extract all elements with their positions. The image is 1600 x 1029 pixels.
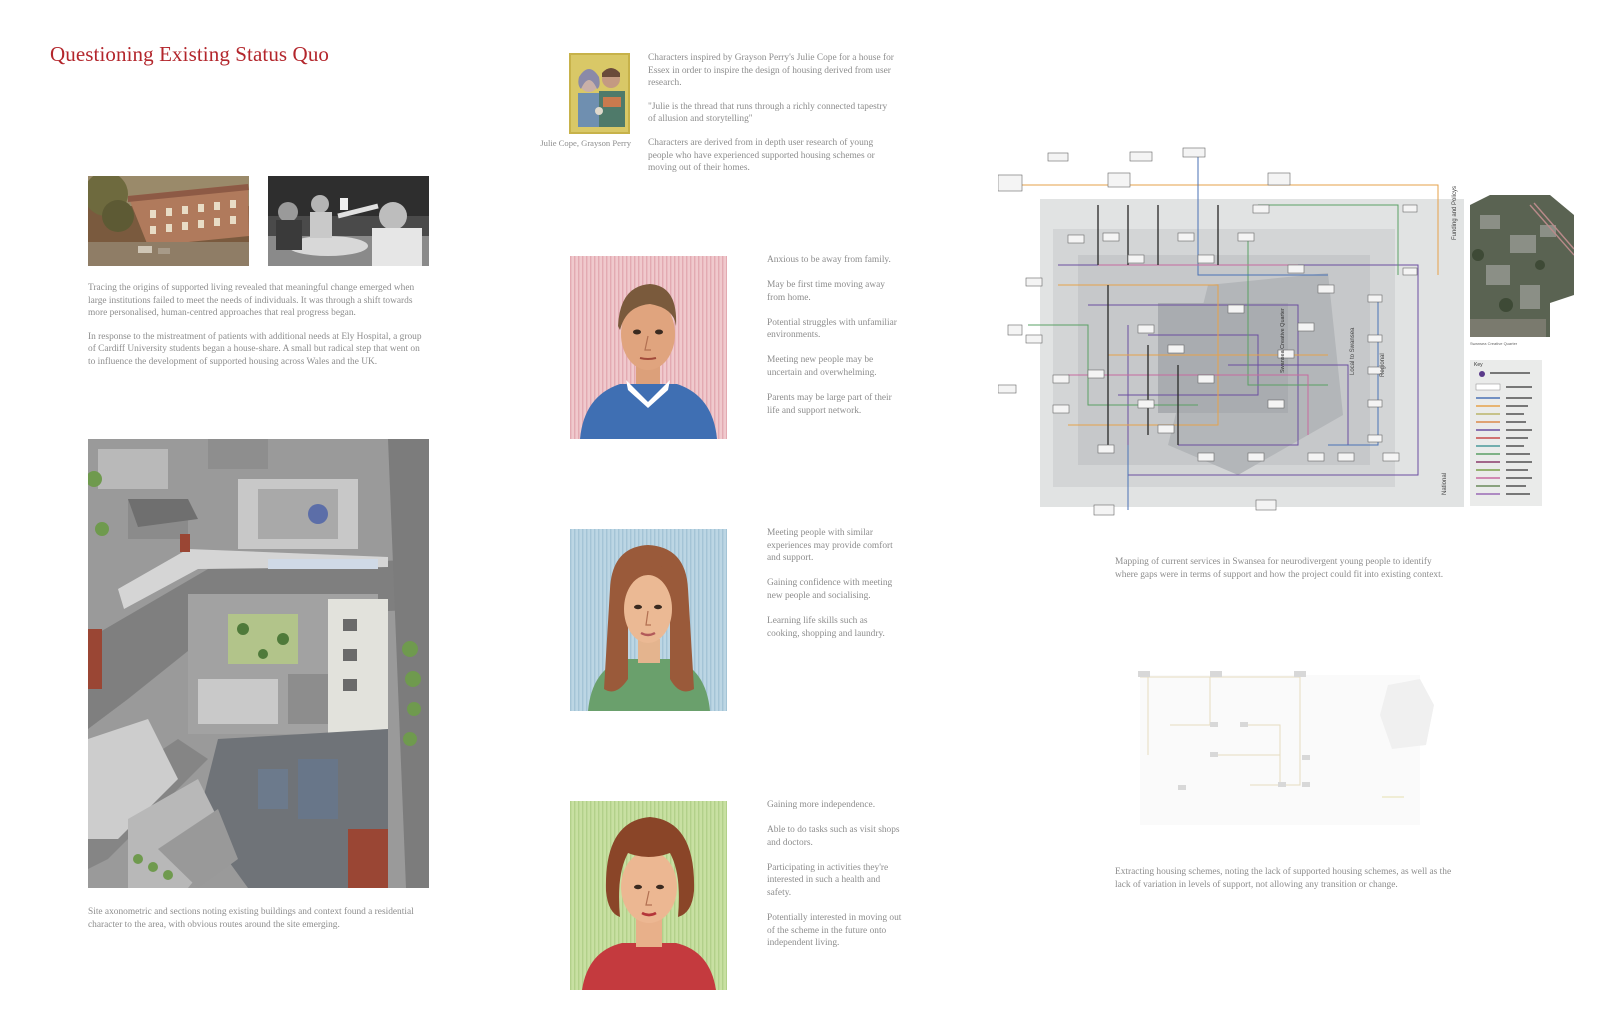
julie-cope-artwork: [569, 53, 630, 134]
julie-paragraph-2: "Julie is the thread that runs through a richly connected tapestry of allusion and storytelling": [648, 101, 888, 125]
character-3-point: Participating in activities they're interested in such a health and safety.: [767, 862, 889, 898]
aerial-photo: [1470, 195, 1574, 337]
ring-label-creative-quarter: Swansea Creative Quarter: [1280, 308, 1286, 373]
character-2-point: Learning life skills such as cooking, shopping and laundry.: [767, 615, 885, 639]
housing-extraction-diagram: [1130, 665, 1440, 830]
character-2-notes: [767, 527, 902, 653]
origins-text: [88, 282, 426, 369]
character-2-point: Gaining confidence with meeting new people and socialising.: [767, 578, 893, 601]
julie-paragraph-3: Characters are derived from in depth user research of young people who have experienced supported housing schemes or moving out of their homes.: [648, 137, 875, 174]
services-mapping-diagram: [998, 145, 1468, 535]
funding-label: Funding and Policys: [1452, 185, 1458, 240]
key-title: Key: [1474, 362, 1483, 368]
site-caption: Site axonometric and sections noting existing buildings and context found a residential character to the area, with obvious routes around the site emerging.: [88, 907, 414, 930]
site-axonometric-image: [88, 439, 429, 888]
ring-label-regional: Regional: [1380, 353, 1386, 377]
origins-paragraph-2: In response to the mistreatment of patients with additional needs at Ely Hospital, a group of Cardiff University students began a house-share. A small but radical step that went on to influence the development of supported housing across Wales and the UK.: [88, 331, 422, 367]
ring-label-local: Local to Swansea: [1350, 327, 1356, 375]
character-3-portrait: [570, 801, 727, 990]
origins-paragraph-1: Tracing the origins of supported living revealed that meaningful change emerged when large institutions failed to meet the needs of individuals. It was through a shift towards more personalised, human-centred approaches that real progress began.: [88, 283, 415, 319]
character-1-point: Parents may be large part of their life and support network.: [767, 393, 892, 416]
character-1-portrait: [570, 256, 727, 439]
character-1-point: Meeting new people may be uncertain and overwhelming.: [767, 355, 877, 379]
aerial-caption: Swansea Creative Quarter: [1470, 341, 1518, 346]
character-3-point: Potentially interested in moving out of the scheme in the future onto independent living.: [767, 913, 902, 949]
character-1-notes: [767, 254, 902, 430]
page-title: Questioning Existing Status Quo: [50, 42, 330, 66]
historic-students-photo: [268, 176, 429, 266]
mapping-caption: Mapping of current services in Swansea for neurodivergent young people to identify where gaps were in terms of support and how the project could fit into existing context.: [1115, 557, 1444, 580]
julie-cope-caption: Julie Cope, Grayson Perry: [540, 138, 631, 148]
character-3-notes: [767, 799, 902, 962]
character-2-portrait: [570, 529, 727, 711]
character-1-point: May be first time moving away from home.: [767, 280, 885, 303]
character-1-point: Potential struggles with unfamiliar environments.: [767, 317, 897, 341]
julie-text: [648, 52, 896, 175]
character-1-point: Anxious to be away from family.: [767, 255, 891, 265]
diagram-key: [1470, 360, 1542, 506]
historic-houses-photo: [88, 176, 249, 266]
character-2-point: Meeting people with similar experiences may provide comfort and support.: [767, 528, 893, 564]
ring-label-national: National: [1442, 472, 1448, 495]
julie-paragraph-1: Characters inspired by Grayson Perry's Julie Cope for a house for Essex in order to inspire the design of housing derived from user research.: [648, 53, 894, 89]
character-3-point: Able to do tasks such as visit shops and doctors.: [767, 825, 900, 848]
character-3-point: Gaining more independence.: [767, 800, 876, 810]
extract-caption: Extracting housing schemes, noting the lack of supported housing schemes, as well as the lack of variation in levels of support, not allowing any transition or change.: [1115, 867, 1452, 890]
